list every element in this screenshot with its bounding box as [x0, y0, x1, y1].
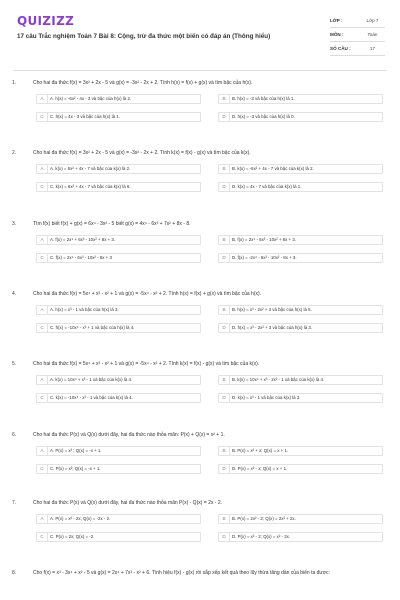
answer-option-b[interactable]	[218, 514, 383, 524]
option-text: B. P(x) = 2x² - 2; Q(x) = 2x² + 2x.	[232, 516, 296, 521]
option-letter: A	[37, 165, 48, 173]
question-text: Cho hai đa thức P(x) và Q(x) dưới đây, hai đa thức nào thỏa mãn P(x) - Q(x) = 2x - 2.	[33, 500, 222, 506]
question-number: 6.	[12, 432, 17, 438]
option-letter: D	[219, 254, 230, 262]
question-number: 7.	[12, 500, 17, 506]
question-text: Cho hai đa thức P(x) và Q(x) dưới đây, hai đa thức nào thỏa mãn: P(x) + Q(x) = x² + 1.	[33, 432, 225, 438]
option-text: C. f(x) = 2x⁴ - 6x³ - 10x² - 8x + 3	[50, 255, 112, 260]
answer-option-c[interactable]	[36, 182, 201, 192]
question-number: 5.	[12, 361, 17, 367]
question-text: Cho f(x) = x³ - 3x⁴ + x² - 5 và g(x) = 2x⁴ + 7x³ - x² + 6. Tính hiệu f(x) - g(x) rồi sắp xếp kết quả theo lũy thừa tăng dần của biến ta được:	[33, 570, 330, 576]
question-number: 2.	[12, 150, 17, 156]
question-number: 4.	[12, 291, 17, 297]
option-letter: A	[37, 95, 48, 103]
option-letter: B	[219, 376, 230, 384]
answer-option-d[interactable]	[218, 393, 383, 403]
option-text: D. k(x) = 4x - 7 và bậc của k(x) là 1.	[232, 184, 302, 189]
option-text: A. P(x) = x² - 2x; Q(x) = -2x - 2.	[50, 516, 111, 521]
option-letter: C	[37, 183, 48, 191]
option-text: C. P(x) = 2x; Q(x) = -2.	[50, 534, 95, 539]
option-text: C. k(x) = 6x² + 4x - 7 và bậc của k(x) là 6.	[50, 184, 131, 189]
answer-option-a[interactable]	[36, 446, 201, 456]
answer-option-b[interactable]	[218, 164, 383, 174]
option-letter: C	[37, 324, 48, 332]
question-text: Tìm f(x) biết f(x) + g(x) = 6x⁴ - 3x² - 5 biết g(x) = 4x⁴ - 6x³ + 7x² + 8x - 8.	[33, 221, 191, 227]
answer-option-a[interactable]	[36, 235, 201, 245]
info-label: SỐ CÂU :	[330, 46, 351, 51]
quizizz-logo: QUIZIZZ	[17, 14, 75, 28]
option-letter: D	[219, 465, 230, 473]
info-label: LỚP :	[330, 18, 343, 23]
option-text: D. k(x) = x³ - 1 và bậc của k(x) là 3.	[232, 395, 301, 400]
answer-option-a[interactable]	[36, 305, 201, 315]
info-row-class	[330, 14, 385, 28]
answer-option-c[interactable]	[36, 253, 201, 263]
option-letter: C	[37, 254, 48, 262]
option-text: B. h(x) = -3 và bậc của h(x) là 1.	[232, 96, 295, 101]
option-letter: C	[37, 465, 48, 473]
option-text: C. h(x) = 4x - 3 và bậc của h(x) là 1.	[50, 114, 120, 119]
answer-option-c[interactable]	[36, 464, 201, 474]
option-text: A. k(x) = 6x² + 4x - 7 và bậc của k(x) là 2.	[50, 166, 131, 171]
option-letter: A	[37, 306, 48, 314]
option-text: C. P(x) = x²; Q(x) = -x + 1.	[50, 466, 101, 471]
answer-option-c[interactable]	[36, 112, 201, 122]
answer-option-b[interactable]	[218, 375, 383, 385]
answer-option-d[interactable]	[218, 253, 383, 263]
option-text: D. h(x) = -3 và bậc của h(x) là 0.	[232, 114, 295, 119]
option-text: A. h(x) = x³ - 1 và bậc của h(x) là 3.	[50, 307, 119, 312]
option-text: D. P(x) = x² - x; Q(x) = x + 1.	[232, 466, 288, 471]
answer-option-b[interactable]	[218, 235, 383, 245]
question-text: Cho hai đa thức f(x) = 3x² + 2x - 5 và g(x) = -3x² - 2x + 2. Tính h(x) = f(x) + g(x) và tìm bậc của h(x).	[33, 80, 253, 86]
option-text: B. f(x) = 2x⁴ - 6x³ - 10x² + 8x + 3.	[232, 237, 296, 242]
option-text: B. k(x) = 10x⁴ + x³ - 2x² - 1 và bậc của k(x) là 4.	[232, 377, 325, 382]
option-letter: D	[219, 324, 230, 332]
answer-option-d[interactable]	[218, 323, 383, 333]
option-letter: B	[219, 236, 230, 244]
answer-option-d[interactable]	[218, 112, 383, 122]
info-value: Toán	[367, 32, 378, 37]
option-letter: D	[219, 183, 230, 191]
option-letter: B	[219, 306, 230, 314]
question-number: 8.	[12, 570, 17, 576]
option-letter: C	[37, 394, 48, 402]
document-title: 17 câu Trắc nghiệm Toán 7 Bài 8: Cộng, trừ đa thức một biến có đáp án (Thông hiểu)	[17, 33, 271, 40]
answer-option-a[interactable]	[36, 164, 201, 174]
info-value: Lớp 7	[366, 18, 379, 23]
option-letter: B	[219, 95, 230, 103]
option-text: C. k(x) = -10x⁴ - x³ - 1 và bậc của k(x) là 4.	[50, 395, 133, 400]
answer-option-c[interactable]	[36, 323, 201, 333]
answer-option-c[interactable]	[36, 393, 201, 403]
option-letter: A	[37, 236, 48, 244]
option-text: D. f(x) = -2x⁴ - 6x³ - 10x² - 8x + 3.	[232, 255, 297, 260]
answer-option-a[interactable]	[36, 94, 201, 104]
answer-option-b[interactable]	[218, 446, 383, 456]
option-text: A. k(x) = 10x⁴ + x³ - 1 và bậc của k(x) là 4.	[50, 377, 133, 382]
option-letter: C	[37, 113, 48, 121]
answer-option-a[interactable]	[36, 375, 201, 385]
option-letter: D	[219, 533, 230, 541]
info-row-count	[330, 42, 385, 56]
info-label: MÔN :	[330, 32, 344, 37]
option-letter: D	[219, 394, 230, 402]
option-letter: C	[37, 533, 48, 541]
question-number: 3.	[12, 221, 17, 227]
option-letter: A	[37, 515, 48, 523]
option-text: C. h(x) = -10x⁴ - x³ + 1 và bậc của h(x) là 4.	[50, 325, 135, 330]
header-divider	[13, 70, 387, 71]
option-letter: D	[219, 113, 230, 121]
question-text: Cho hai đa thức f(x) = 3x² + 2x - 5 và g(x) = -3x² - 2x + 2. Tính k(x) = f(x) - g(x) và tìm bậc của k(x).	[33, 150, 251, 156]
page-header	[0, 0, 400, 64]
option-letter: A	[37, 376, 48, 384]
option-letter: B	[219, 447, 230, 455]
option-text: B. P(x) = x² + x; Q(x) = x + 1.	[232, 448, 289, 453]
question-text: Cho hai đa thức f(x) = 5x⁴ + x³ - x² + 1 và g(x) = -5x⁴ - x² + 2. Tính h(x) = f(x) + g(x) và tìm bậc của h(x).	[33, 291, 262, 297]
option-text: B. h(x) = x³ - 2x² + 3 và bậc của h(x) là 5.	[232, 307, 312, 312]
option-text: D. P(x) = x² - 2; Q(x) = x² - 2x.	[232, 534, 291, 539]
answer-option-c[interactable]	[36, 532, 201, 542]
option-letter: B	[219, 515, 230, 523]
option-letter: B	[219, 165, 230, 173]
question-number: 1.	[12, 80, 17, 86]
option-text: A. h(x) = -6x² - 4x - 3 và bậc của h(x) là 2.	[50, 96, 132, 101]
info-value: 17	[369, 46, 376, 51]
info-row-subject	[330, 28, 385, 42]
answer-option-d[interactable]	[218, 182, 383, 192]
option-letter: A	[37, 447, 48, 455]
answer-option-b[interactable]	[218, 305, 383, 315]
answer-option-b[interactable]	[218, 94, 383, 104]
answer-option-a[interactable]	[36, 514, 201, 524]
info-box	[330, 14, 385, 56]
option-text: B. k(x) = -6x² + 4x - 7 và bậc của k(x) là 2.	[232, 166, 314, 171]
option-text: D. h(x) = x³ - 2x² + 3 và bậc của h(x) là 3.	[232, 325, 313, 330]
option-text: A. P(x) = x² ; Q(x) = -x + 1.	[50, 448, 102, 453]
answer-option-d[interactable]	[218, 532, 383, 542]
answer-option-d[interactable]	[218, 464, 383, 474]
option-text: A. f(x) = 2x⁴ + 6x³ - 10x² + 8x + 3.	[50, 237, 116, 242]
question-text: Cho hai đa thức f(x) = 5x⁴ + x³ - x² + 1 và g(x) = -5x⁴ - x² + 2. Tính k(x) = f(x) - g(x) và tìm bậc của k(x).	[33, 361, 260, 367]
